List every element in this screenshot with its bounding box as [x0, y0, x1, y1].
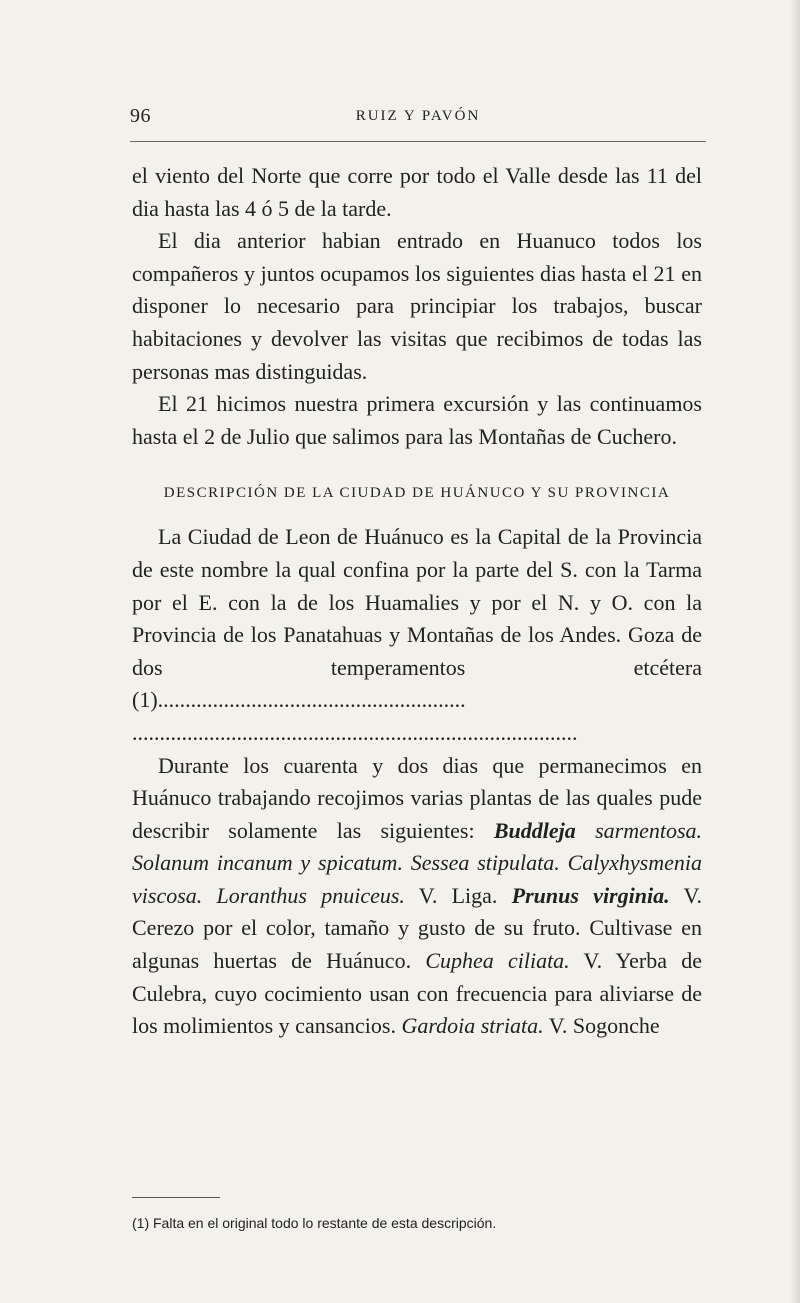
header-rule: [130, 141, 706, 142]
gardoia-description: V. Sogonche: [548, 1013, 660, 1039]
footnote: (1) Falta en el original todo lo restante de esta descripción.: [132, 1215, 497, 1231]
paragraph-5-lead: Durante los cuarenta y dos dias que permanecimos en Huánuco trabajando recojimos varias plantas de las quales pude describir solamente las siguientes:: [132, 752, 702, 843]
footnote-rule: [132, 1197, 220, 1198]
cuphea-description: V. Yerba de Culebra, cuyo cocimiento usan con frecuencia para aliviarse de los molimientos y cansancios.: [132, 948, 702, 1039]
page-edge-shadow: [790, 0, 800, 1303]
paragraph-5: [132, 750, 702, 1043]
section-heading: DESCRIPCIÓN DE LA CIUDAD DE HUÁNUCO Y SU PROVINCIA: [163, 485, 671, 502]
prunus-description: V. Cerezo por el color, tamaño y gusto de su fruto. Cultivase en algunas huertas de Huánuco.: [132, 882, 703, 974]
species-buddleja: Buddleja: [493, 817, 576, 843]
species-list: sarmentosa. Solanum incanum y spicatum. Sessea stipulata. Calyxhysmenia viscosa. Loranthus pnuiceus.: [132, 817, 703, 908]
paragraph-4: [132, 521, 702, 717]
species-gardoia: Gardoia striata.: [401, 1013, 544, 1039]
ellipsis-line: .................................................................................: [132, 719, 578, 745]
paragraph-4-text: La Ciudad de Leon de Huánuco es la Capital de la Provincia de este nombre la qual confina por la parte del S. con la Tarma por el E. con la de los Huamalies y por el N. y O. con la Provincia de los Panatahuas y Montañas de los Andes. Goza de dos temperamentos etcétera (1): [132, 524, 702, 713]
species-cuphea: Cuphea ciliata.: [425, 948, 570, 974]
paragraph-1: el viento del Norte que corre por todo el Valle desde las 11 del dia hasta las 4 ó 5 de la tarde.: [132, 163, 702, 221]
paragraph-2: El dia anterior habian entrado en Huanuco todos los compañeros y juntos ocupamos los siguientes dias hasta el 21 en disponer lo necesario para principiar los trabajos, buscar habitaciones y devolver las visitas que recibimos de todas las personas mas distinguidas.: [132, 228, 702, 384]
paragraph-4-dots: ........................................................: [157, 687, 466, 713]
body-text: [132, 160, 702, 1043]
page-number: 96: [130, 105, 151, 127]
running-head: RUIZ Y PAVÓN: [355, 108, 481, 124]
species-prunus: Prunus virginia.: [511, 882, 670, 908]
paragraph-3: El 21 hicimos nuestra primera excursión y las continuamos hasta el 2 de Julio que salimos para las Montañas de Cuchero.: [132, 391, 702, 449]
common-name-liga: V. Liga.: [418, 882, 498, 908]
page-header: [130, 105, 706, 137]
